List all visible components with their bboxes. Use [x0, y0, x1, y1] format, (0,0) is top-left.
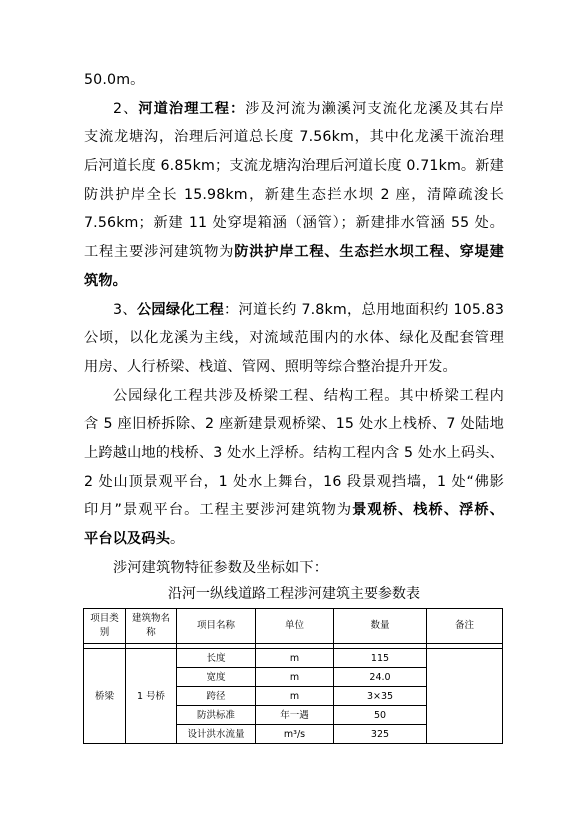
paragraph-line: 7.56km；新建 11 处穿堤箱涵（涵管）；新建排水管涵 55 处。 — [84, 215, 504, 232]
emphasis-text: 筑物。 — [84, 272, 128, 289]
quantity-cell: 115 — [334, 649, 427, 668]
paragraph-line — [84, 267, 504, 296]
item-cell: 设计洪水流量 — [177, 725, 256, 744]
section-3-line — [84, 296, 504, 325]
header-category: 项目类别 — [84, 609, 126, 644]
section-2-number: 2、 — [113, 100, 139, 117]
header-note: 备注 — [427, 609, 503, 644]
unit-cell: 年一遇 — [256, 706, 334, 725]
table-title: 沿河一纵线道路工程涉河建筑主要参数表 — [168, 586, 420, 603]
quantity-cell: 24.0 — [334, 668, 427, 687]
paragraph-line: 防洪护岸全长 15.98km，新建生态拦水坝 2 座，清障疏浚长 — [84, 186, 504, 203]
table-row — [84, 649, 503, 668]
paragraph-line: 公园绿化工程共涉及桥梁工程、结构工程。其中桥梁工程内 — [113, 387, 504, 404]
paragraph-line: 涉河建筑物特征参数及坐标如下： — [113, 559, 329, 576]
table-header-row — [84, 609, 503, 644]
paragraph-line: 支流龙塘沟，治理后河道总长度 7.56km，其中化龙溪干流治理 — [84, 129, 504, 146]
paragraph-text: 印月”景观平台。工程主要涉河建筑物为 — [84, 502, 353, 519]
paragraph-line — [84, 238, 504, 267]
paragraph-line: 含 5 座旧桥拆除、2 座新建景观桥梁、15 处水上栈桥、7 处陆地 — [84, 416, 504, 433]
quantity-cell: 325 — [334, 725, 427, 744]
paragraph-text: 涉及河流为濑溪河支流化龙溪及其右岸 — [245, 100, 504, 117]
section-3-number: 3、 — [113, 301, 137, 318]
item-cell: 防洪标准 — [177, 706, 256, 725]
section-3-title: 公园绿化工程 — [136, 301, 225, 318]
unit-cell: m — [256, 687, 334, 706]
paragraph-text: ：河道长约 7.8km，总用地面积约 105.83 — [224, 301, 505, 318]
item-cell: 跨径 — [177, 687, 256, 706]
paragraph-line — [84, 525, 504, 554]
paragraph-text: 工程主要涉河建筑物为 — [84, 244, 235, 261]
paragraph-line: 用房、人行桥梁、栈道、管网、照明等综合整治提升开发。 — [84, 358, 457, 375]
unit-cell: m³/s — [256, 725, 334, 744]
header-item: 项目名称 — [177, 609, 256, 644]
section-2-title: 河道治理工程： — [138, 100, 246, 117]
quantity-cell: 50 — [334, 706, 427, 725]
item-cell: 宽度 — [177, 668, 256, 687]
paragraph-line: 50.0m。 — [84, 72, 145, 88]
paragraph-line: 上跨越山地的栈桥、3 处水上浮桥。结构工程内含 5 处水上码头、 — [84, 444, 504, 461]
paragraph-line — [84, 496, 504, 525]
unit-cell: m — [256, 649, 334, 668]
header-building: 建筑物名称 — [126, 609, 177, 644]
item-cell: 长度 — [177, 649, 256, 668]
building-cell: 1 号桥 — [126, 649, 177, 744]
unit-cell: m — [256, 668, 334, 687]
emphasis-text: 平台以及码头 — [84, 531, 171, 547]
header-unit: 单位 — [256, 609, 334, 644]
document-body — [84, 66, 504, 604]
paragraph-line: 后河道长度 6.85km；支流龙塘沟治理后河道长度 0.71km。新建 — [84, 158, 504, 175]
category-cell: 桥梁 — [84, 649, 126, 744]
paragraph-line: 公顷，以化龙溪为主线，对流域范围内的水体、绿化及配套管理 — [84, 330, 504, 347]
quantity-cell: 3×35 — [334, 687, 427, 706]
parameter-table — [83, 608, 503, 744]
header-quantity: 数量 — [334, 609, 427, 644]
section-2-line — [84, 95, 504, 124]
paragraph-text: 。 — [170, 531, 185, 547]
emphasis-text: 景观桥、栈桥、浮桥、 — [352, 502, 504, 519]
note-cell — [427, 649, 503, 744]
paragraph-line: 2 处山顶景观平台，1 处水上舞台，16 段景观挡墙，1 处“佛影 — [84, 473, 504, 490]
emphasis-text: 防洪护岸工程、生态拦水坝工程、穿堤建 — [234, 244, 504, 261]
